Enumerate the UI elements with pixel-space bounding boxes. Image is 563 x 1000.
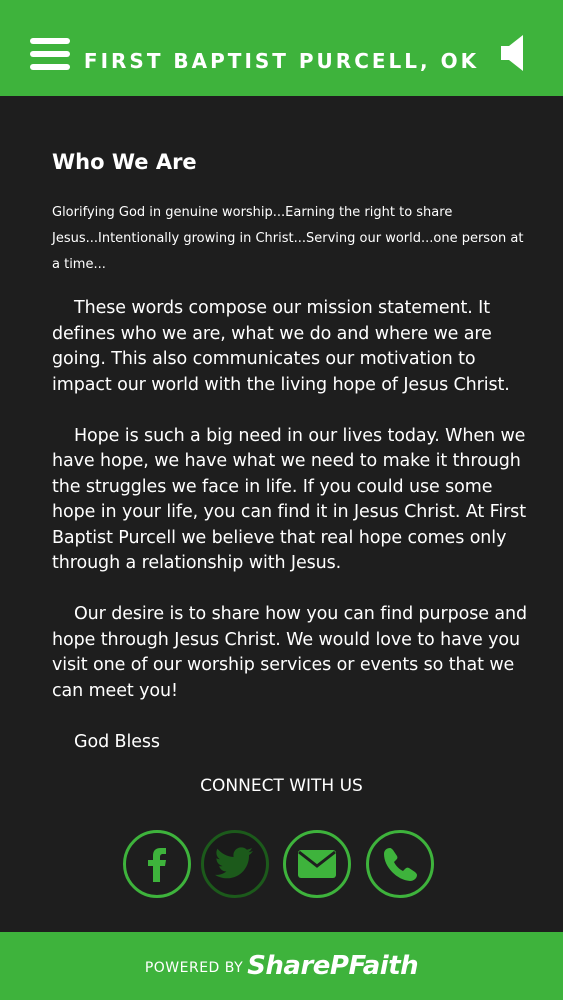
about-content [0, 96, 563, 758]
section-heading: Who We Are [52, 150, 197, 174]
page-title: FIRST BAPTIST PURCELL, OK [83, 49, 480, 73]
phone-button[interactable] [366, 830, 434, 898]
email-button[interactable] [283, 830, 351, 898]
phone-icon [382, 846, 418, 882]
speaker-icon[interactable] [499, 33, 527, 73]
mission-tagline: Glorifying God in genuine worship...Earning the right to share Jesus...Intentionally growing in Christ...Serving our world...one person at a time... [52, 205, 524, 272]
powered-by-label: POWERED BY [144, 959, 244, 976]
facebook-icon [142, 844, 172, 884]
paragraph-hope: Hope is such a big need in our lives today. When we have hope, we have what we need to make it through the struggles we face in life. If you could use some hope in your life, you can find it in Jesus Christ. At First Baptist Purcell we believe that real hope comes only through a relationship with Jesus. [52, 425, 526, 573]
sharefaith-logo[interactable]: SharePFaith [247, 951, 419, 981]
paragraph-desire: Our desire is to share how you can find purpose and hope through Jesus Christ. We would love to have you visit one of our worship services or events so that we can meet you! [52, 604, 528, 701]
email-icon [297, 849, 337, 879]
twitter-button[interactable] [201, 830, 269, 898]
app-footer [0, 932, 563, 1000]
social-links [0, 830, 563, 900]
facebook-button[interactable] [123, 830, 191, 898]
paragraph-mission: These words compose our mission statement. It defines who we are, what we do and where we are going. This also communicates our motivation to impact our world with the living hope of Jesus Christ. [52, 298, 510, 395]
hamburger-menu-icon[interactable] [30, 38, 70, 72]
connect-label: CONNECT WITH US [200, 776, 363, 796]
paragraph-closing: God Bless [74, 731, 160, 752]
app-header [0, 0, 563, 96]
twitter-icon [215, 847, 255, 881]
